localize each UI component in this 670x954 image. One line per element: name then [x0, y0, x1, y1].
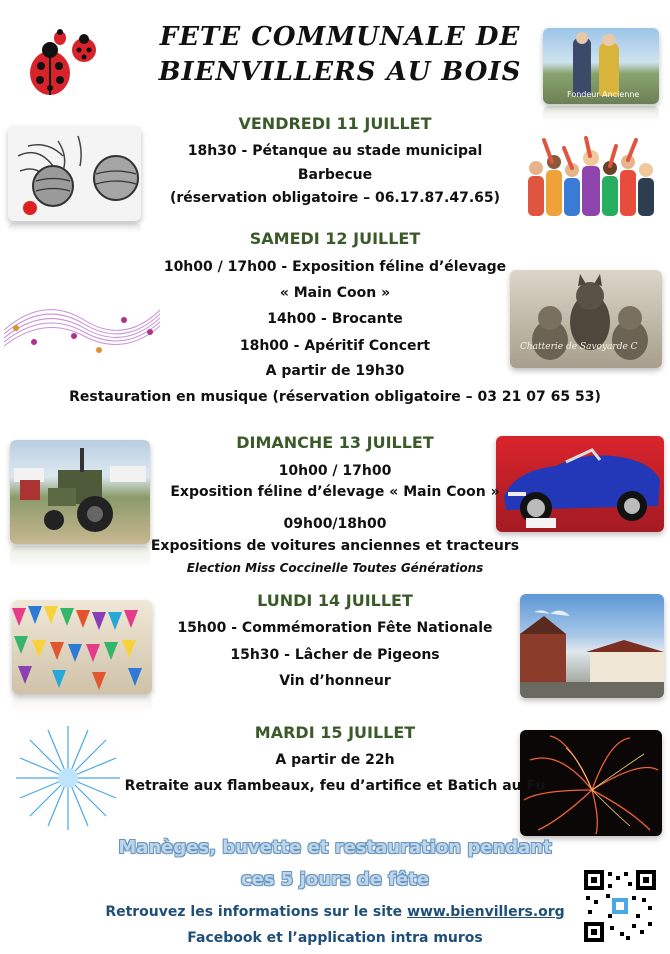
website-link[interactable]: www.bienvillers.org	[407, 904, 565, 920]
event-line-italic: Election Miss Coccinelle Toutes Générations	[186, 561, 484, 575]
event-line: Barbecue	[297, 167, 373, 183]
event-line: 15h30 - Lâcher de Pigeons	[230, 647, 440, 663]
event-line: 14h00 - Brocante	[267, 311, 403, 327]
footer-line-2: Facebook et l’application intra muros	[187, 930, 483, 946]
event-line: 09h00/18h00	[283, 516, 387, 532]
banner-line-1: Manèges, buvette et restauration pendant	[118, 837, 552, 858]
qr-code-icon[interactable]	[584, 870, 656, 942]
ladybug-icon	[22, 28, 102, 103]
footer-line-1	[0, 904, 670, 920]
event-line: 15h00 - Commémoration Fête Nationale	[177, 620, 493, 636]
event-line: 10h00 / 17h00 - Exposition féline d’élevage	[163, 259, 507, 275]
event-line: « Main Coon »	[279, 285, 391, 301]
event-line: A partir de 19h30	[265, 363, 405, 379]
photo-caption: Fondeur Ancienne	[567, 90, 640, 99]
title-line-1: FETE COMMUNALE DE	[159, 22, 521, 52]
event-line: Restauration en musique (réservation obligatoire – 03 21 07 65 53)	[69, 389, 601, 405]
cats-caption: Chatterie de Savoyarde C	[520, 342, 638, 352]
event-line: A partir de 22h	[275, 752, 395, 768]
footer-prefix: Retrouvez les informations sur le site	[105, 904, 408, 920]
day-heading-dimanche: DIMANCHE 13 JUILLET	[236, 433, 434, 452]
day-heading-samedi: SAMEDI 12 JUILLET	[249, 229, 421, 248]
event-line: Retraite aux flambeaux, feu d’artifice et Batich au Fu	[124, 778, 546, 794]
banner-line-2: ces 5 jours de fête	[240, 869, 430, 890]
page-title	[140, 20, 540, 90]
event-line: 18h00 - Apéritif Concert	[239, 338, 431, 354]
event-line: Expositions de voitures anciennes et tracteurs	[150, 538, 520, 554]
day-heading-lundi: LUNDI 14 JUILLET	[257, 591, 413, 610]
title-line-2: BIENVILLERS AU BOIS	[158, 57, 522, 87]
folk-costume-photo	[543, 28, 659, 104]
day-heading-vendredi: VENDREDI 11 JUILLET	[238, 114, 432, 133]
day-heading-mardi: MARDI 15 JUILLET	[254, 723, 416, 742]
event-line: (réservation obligatoire – 06.17.87.47.65)	[169, 190, 501, 206]
event-line: Exposition féline d’élevage « Main Coon »	[170, 484, 500, 500]
event-line: 18h30 - Pétanque au stade municipal	[187, 143, 483, 159]
event-line: 10h00 / 17h00	[278, 463, 392, 479]
event-line: Vin d’honneur	[279, 673, 391, 689]
